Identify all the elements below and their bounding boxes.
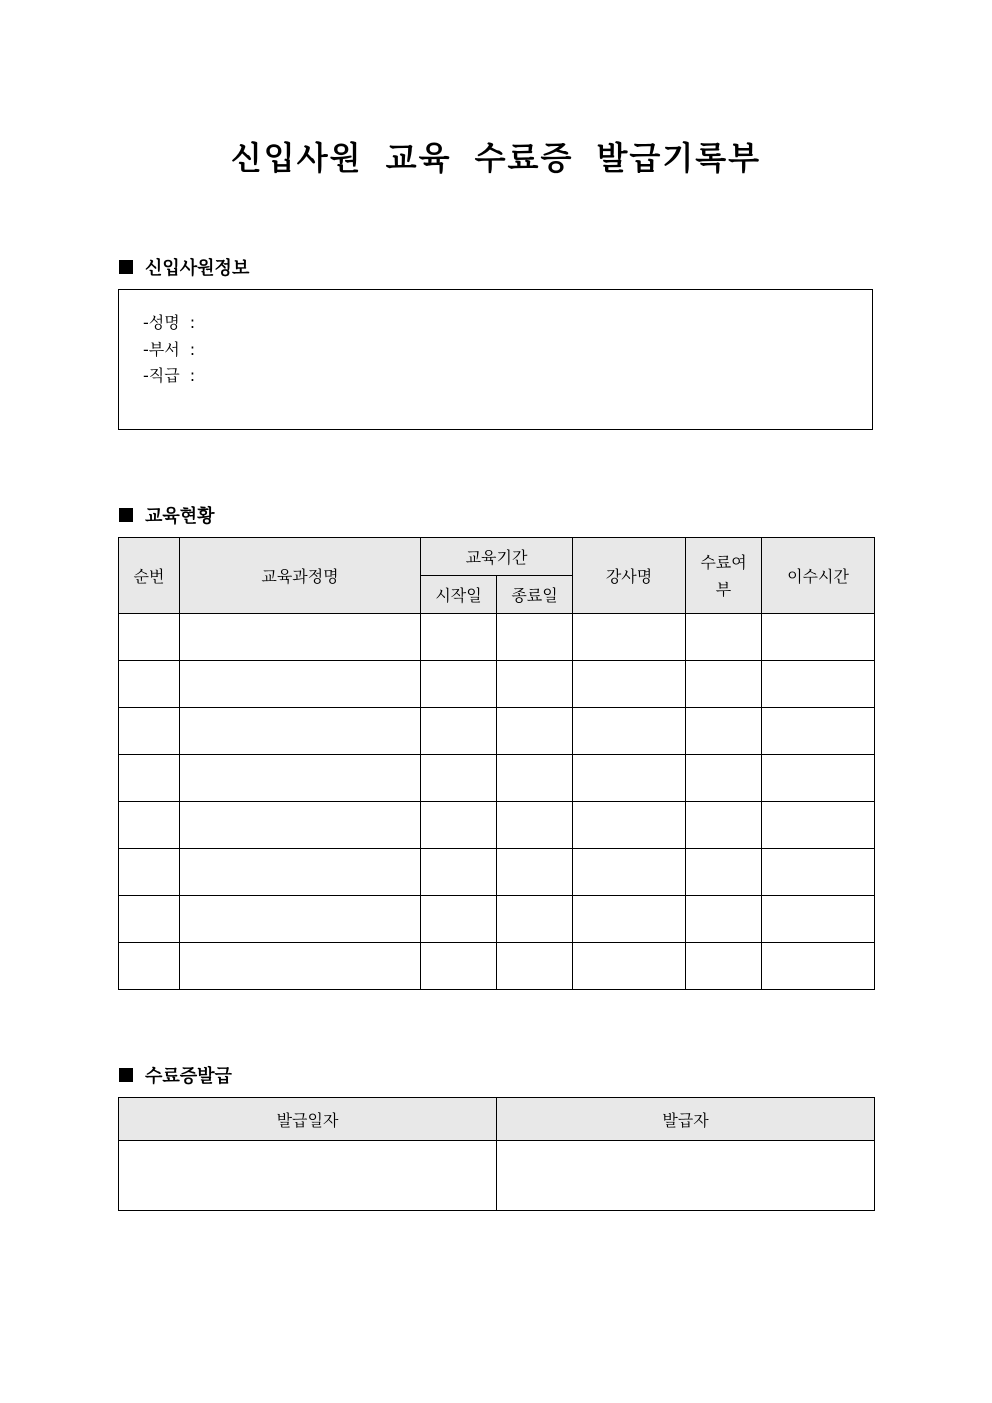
table-row bbox=[119, 896, 875, 943]
header-issue-date: 발급일자 bbox=[119, 1098, 497, 1141]
cell-hours[interactable] bbox=[762, 943, 875, 990]
table-row bbox=[119, 755, 875, 802]
cell-hours[interactable] bbox=[762, 802, 875, 849]
department-separator: : bbox=[189, 339, 196, 359]
cell-end[interactable] bbox=[497, 849, 573, 896]
cell-completed[interactable] bbox=[686, 755, 762, 802]
cell-end[interactable] bbox=[497, 661, 573, 708]
table-row bbox=[119, 1141, 875, 1211]
cell-issue-date[interactable] bbox=[119, 1141, 497, 1211]
section-heading-label: 교육현황 bbox=[145, 506, 215, 527]
square-bullet-icon bbox=[119, 1068, 133, 1082]
header-end: 종료일 bbox=[497, 576, 573, 614]
cell-course[interactable] bbox=[180, 708, 421, 755]
cell-course[interactable] bbox=[180, 614, 421, 661]
cell-end[interactable] bbox=[497, 708, 573, 755]
header-period: 교육기간 bbox=[421, 538, 573, 576]
info-line-name bbox=[143, 310, 872, 337]
info-line-position bbox=[143, 363, 872, 390]
header-course: 교육과정명 bbox=[180, 538, 421, 614]
cell-start[interactable] bbox=[421, 849, 497, 896]
cell-completed[interactable] bbox=[686, 802, 762, 849]
table-header-row bbox=[119, 1098, 875, 1141]
cell-instructor[interactable] bbox=[573, 896, 686, 943]
table-row bbox=[119, 943, 875, 990]
cell-start[interactable] bbox=[421, 943, 497, 990]
header-no: 순번 bbox=[119, 538, 180, 614]
cell-instructor[interactable] bbox=[573, 943, 686, 990]
cell-completed[interactable] bbox=[686, 896, 762, 943]
cell-no[interactable] bbox=[119, 802, 180, 849]
cell-no[interactable] bbox=[119, 661, 180, 708]
cell-no[interactable] bbox=[119, 943, 180, 990]
info-line-department bbox=[143, 337, 872, 364]
cell-no[interactable] bbox=[119, 849, 180, 896]
cell-start[interactable] bbox=[421, 896, 497, 943]
cell-course[interactable] bbox=[180, 661, 421, 708]
cell-hours[interactable] bbox=[762, 755, 875, 802]
department-label: -부서 bbox=[143, 339, 180, 359]
cell-instructor[interactable] bbox=[573, 755, 686, 802]
cell-course[interactable] bbox=[180, 849, 421, 896]
cell-course[interactable] bbox=[180, 802, 421, 849]
cell-hours[interactable] bbox=[762, 708, 875, 755]
section-heading-issue bbox=[119, 1062, 232, 1088]
cell-instructor[interactable] bbox=[573, 802, 686, 849]
name-label: -성명 bbox=[143, 313, 180, 332]
square-bullet-icon bbox=[119, 260, 133, 274]
section-heading-employee bbox=[119, 254, 249, 280]
cell-hours[interactable] bbox=[762, 896, 875, 943]
table-row bbox=[119, 708, 875, 755]
header-completed-label: 수료여부 bbox=[700, 552, 747, 599]
issue-table bbox=[118, 1097, 875, 1211]
cell-start[interactable] bbox=[421, 755, 497, 802]
table-row bbox=[119, 849, 875, 896]
cell-end[interactable] bbox=[497, 802, 573, 849]
cell-end[interactable] bbox=[497, 943, 573, 990]
page-title: 신입사원 교육 수료증 발급기록부 bbox=[230, 139, 762, 177]
cell-instructor[interactable] bbox=[573, 708, 686, 755]
cell-completed[interactable] bbox=[686, 943, 762, 990]
square-bullet-icon bbox=[119, 508, 133, 522]
cell-end[interactable] bbox=[497, 896, 573, 943]
cell-completed[interactable] bbox=[686, 661, 762, 708]
cell-no[interactable] bbox=[119, 614, 180, 661]
cell-completed[interactable] bbox=[686, 708, 762, 755]
cell-start[interactable] bbox=[421, 614, 497, 661]
cell-hours[interactable] bbox=[762, 849, 875, 896]
table-row bbox=[119, 614, 875, 661]
cell-hours[interactable] bbox=[762, 614, 875, 661]
cell-end[interactable] bbox=[497, 614, 573, 661]
cell-start[interactable] bbox=[421, 802, 497, 849]
cell-issuer[interactable] bbox=[497, 1141, 875, 1211]
cell-end[interactable] bbox=[497, 755, 573, 802]
table-header-row bbox=[119, 538, 875, 576]
header-start: 시작일 bbox=[421, 576, 497, 614]
position-separator: : bbox=[189, 366, 196, 385]
cell-instructor[interactable] bbox=[573, 661, 686, 708]
position-label: -직급 bbox=[143, 366, 180, 385]
cell-no[interactable] bbox=[119, 896, 180, 943]
section-heading-label: 신입사원정보 bbox=[145, 258, 250, 279]
cell-instructor[interactable] bbox=[573, 614, 686, 661]
cell-course[interactable] bbox=[180, 943, 421, 990]
section-heading-education bbox=[119, 502, 215, 528]
header-completed bbox=[686, 538, 762, 614]
header-hours: 이수시간 bbox=[762, 538, 875, 614]
cell-completed[interactable] bbox=[686, 849, 762, 896]
employee-info-box bbox=[118, 289, 873, 430]
header-instructor: 강사명 bbox=[573, 538, 686, 614]
education-table bbox=[118, 537, 875, 990]
cell-instructor[interactable] bbox=[573, 849, 686, 896]
cell-no[interactable] bbox=[119, 755, 180, 802]
table-row bbox=[119, 802, 875, 849]
cell-course[interactable] bbox=[180, 755, 421, 802]
cell-start[interactable] bbox=[421, 661, 497, 708]
name-separator: : bbox=[189, 313, 196, 332]
cell-course[interactable] bbox=[180, 896, 421, 943]
header-issuer: 발급자 bbox=[497, 1098, 875, 1141]
cell-completed[interactable] bbox=[686, 614, 762, 661]
section-heading-label: 수료증발급 bbox=[145, 1066, 232, 1087]
cell-no[interactable] bbox=[119, 708, 180, 755]
table-row bbox=[119, 661, 875, 708]
cell-hours[interactable] bbox=[762, 661, 875, 708]
cell-start[interactable] bbox=[421, 708, 497, 755]
